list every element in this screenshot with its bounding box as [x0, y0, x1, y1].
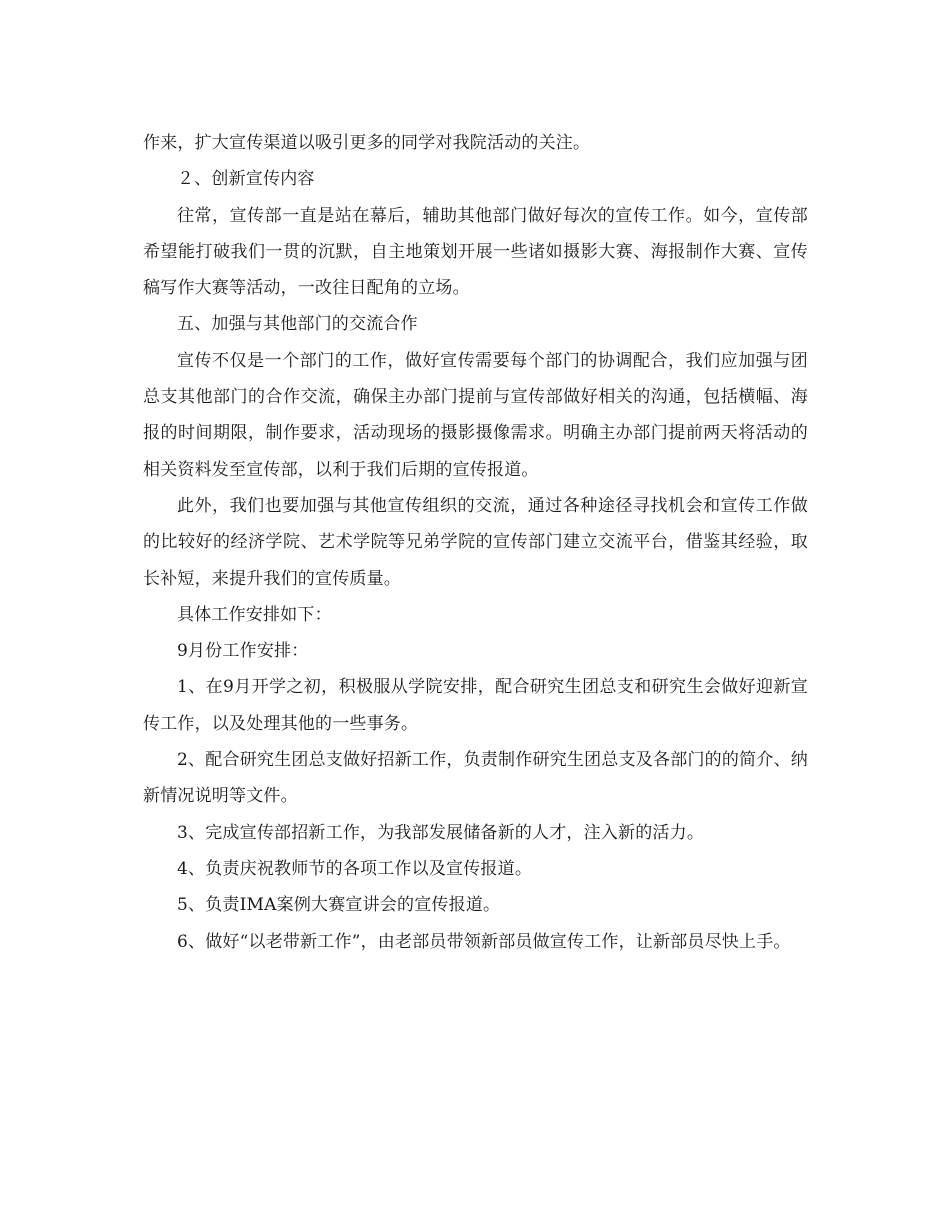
document-body: [143, 125, 808, 960]
list-item-5: 5、负责IMA案例大赛宣讲会的宣传报道。: [177, 895, 501, 916]
list-item-1: 1、在9月开学之初，积极服从学院安排，配合研究生团总支和研究生会做好迎新宣传工作，以及处理其他的一些事务。: [143, 677, 808, 734]
paragraph-continuation: 作来，扩大宣传渠道以吸引更多的同学对我院活动的关注。: [143, 133, 591, 153]
list-item-4: 4、负责庆祝教师节的各项工作以及宣传报道。: [177, 858, 533, 879]
paragraph-innovate: 往常，宣传部一直是站在幕后，辅助其他部门做好每次的宣传工作。如今，宣传部希望能打破我们一贯的沉默，自主地策划开展一些诸如摄影大赛、海报制作大赛、宣传稿写作大赛等活动，一改往日配角的立场。: [143, 205, 808, 299]
heading-cooperation: 五、加强与其他部门的交流合作: [177, 314, 418, 335]
heading-september-plan: 9月份工作安排：: [177, 641, 309, 662]
list-item-3: 3、完成宣传部招新工作，为我部发展储备新的人才，注入新的活力。: [177, 822, 705, 843]
paragraph-schedule-intro: 具体工作安排如下：: [177, 604, 332, 625]
list-item-6: 6、做好“以老带新工作”，由老部员带领新部员做宣传工作，让新部员尽快上手。: [177, 931, 791, 952]
heading-innovate-content: ２、创新宣传内容: [177, 169, 315, 190]
paragraph-cooperation: 宣传不仅是一个部门的工作，做好宣传需要每个部门的协调配合，我们应加强与团总支其他部门的合作交流，确保主办部门提前与宣传部做好相关的沟通，包括横幅、海报的时间期限，制作要求，活动现场的摄影摄像需求。明确主办部门提前两天将活动的相关资料发至宣传部，以利于我们后期的宣传报道。: [143, 350, 808, 480]
paragraph-external-exchange: 此外，我们也要加强与其他宣传组织的交流，通过各种途径寻找机会和宣传工作做的比较好的经济学院、艺术学院等兄弟学院的宣传部门建立交流平台，借鉴其经验，取长补短，来提升我们的宣传质量。: [143, 495, 808, 589]
list-item-2: 2、配合研究生团总支做好招新工作，负责制作研究生团总支及各部门的的简介、纳新情况说明等文件。: [143, 750, 808, 807]
